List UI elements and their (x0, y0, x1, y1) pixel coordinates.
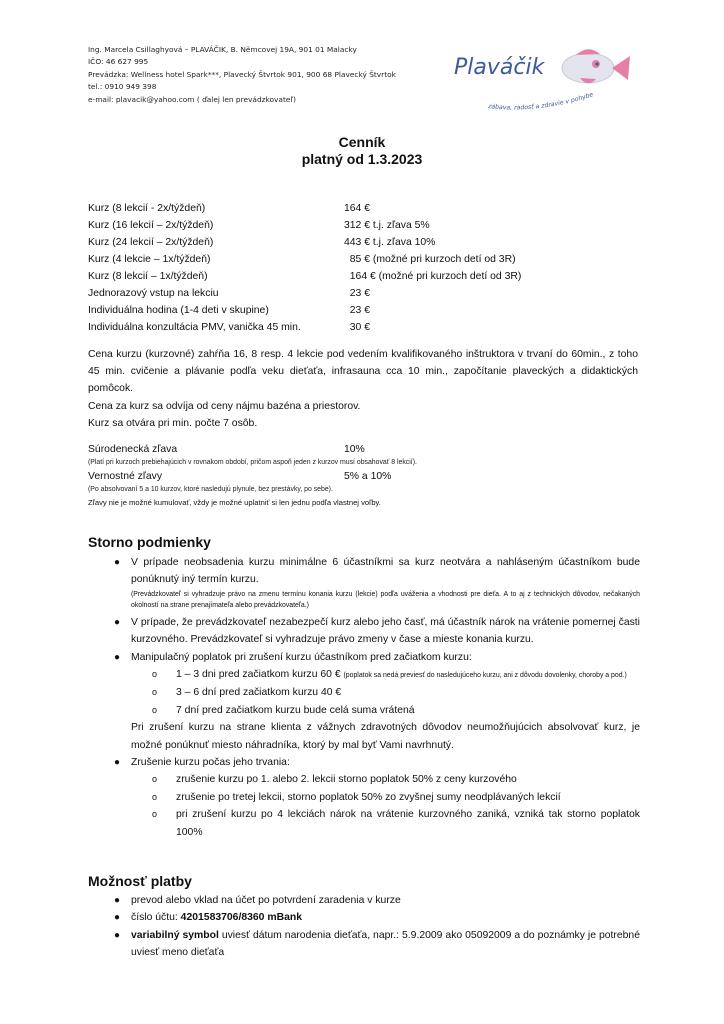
fish-logo-icon (448, 38, 648, 118)
storno-heading: Storno podmienky (88, 534, 211, 550)
price-row (88, 302, 648, 319)
circle-bullet-icon: o (152, 774, 158, 785)
sub-list-item (88, 666, 640, 684)
circle-bullet-icon: o (152, 704, 158, 715)
bullet-icon: ● (114, 651, 121, 663)
page-title: Cenník (338, 134, 386, 150)
storno-sub-text: pri zrušení kurzu po 4 lekciách nárok na vrátenie kurzovného zaniká, vzniká tak storno poplatok 100% (176, 809, 640, 838)
header-line-premises: Prevádzka: Wellness hotel Spark***, Plavecký Štvrtok 901, 900 68 Plavecký Štvrtok (88, 69, 396, 79)
price-item-name: Kurz (8 lekcií – 1x/týždeň) (88, 271, 208, 282)
circle-bullet-icon: o (152, 669, 158, 680)
header-line-ico: IČO: 46 627 995 (88, 57, 149, 67)
sub-list-item (88, 789, 640, 806)
bullet-icon: ● (114, 929, 121, 941)
price-item-name: Individuálna hodina (1-4 deti v skupine) (88, 305, 269, 316)
price-item-value: 23 € (344, 305, 370, 316)
discounts-section (88, 442, 648, 509)
storno-sub-note: (poplatok sa nedá previesť do nasledujúceho kurzu, ani z dôvodu dovolenky, choroby a pod.) (343, 672, 627, 680)
price-item-value: 312 € t.j. zľava 5% (344, 220, 430, 231)
price-row (88, 268, 648, 285)
price-table (88, 200, 648, 336)
price-item-name: Jednorazový vstup na lekciu (88, 288, 219, 299)
price-item-value: 30 € (344, 322, 370, 333)
price-item-name: Kurz (4 lekcie – 1x/týždeň) (88, 254, 211, 265)
svg-text:zábava, radosť a zdravie v poh (487, 91, 595, 111)
price-row (88, 200, 648, 217)
circle-bullet-icon: o (152, 809, 158, 820)
variable-symbol-label: variabilný symbol (131, 929, 219, 941)
price-item-name: Individuálna konzultácia PMV, vanička 45 min. (88, 322, 301, 333)
price-row (88, 234, 648, 251)
storno-sub-text: zrušenie kurzu po 1. alebo 2. lekcii storno poplatok 50% z ceny kurzového (176, 774, 517, 786)
logo-tagline: zábava, radosť a zdravie v pohybe (487, 91, 595, 112)
price-item-name: Kurz (24 lekcií – 2x/týždeň) (88, 237, 214, 248)
bullet-icon: ● (114, 757, 121, 769)
minimum-note: Kurz sa otvára pri min. počte 7 osôb. (88, 417, 258, 429)
loyalty-discount-note: (Po absolvovaní 5 a 10 kurzov, ktoré nasledujú plynule, bez prestávky, po sebe). (88, 486, 333, 493)
sub-list-item (88, 771, 640, 788)
price-item-name: Kurz (16 lekcií – 2x/týždeň) (88, 220, 214, 231)
storno-item-note: (Prevádzkovateľ si vyhradzuje právo na zmenu termínu konania kurzu (lekcie) podľa uváženia a vhodnosti pre dieťa. A to aj z technických dôvodov, nečakaných okolností na strane prenajímateľa alebo prevádzkovateľa.) (131, 590, 640, 610)
price-item-value: 443 € t.j. zľava 10% (344, 237, 436, 248)
sub-list-item (88, 702, 640, 719)
storno-item-text: V prípade neobsadenia kurzu minimálne 6 účastníkmi sa kurz neotvára a nahláseným účastníkom bude ponúknutý iný termín kurzu. (131, 557, 640, 586)
price-item-name: Kurz (8 lekcií - 2x/týždeň) (88, 203, 206, 214)
bullet-icon: ● (114, 912, 121, 924)
variable-symbol-text: uviesť dátum narodenia dieťaťa, napr.: 5.9.2009 ako 05092009 a do poznámky je potrebné uviesť meno dieťaťa (131, 929, 640, 959)
course-info (88, 346, 638, 432)
bullet-icon: ● (114, 616, 121, 628)
plavacik-logo (448, 38, 648, 118)
account-number: 4201583706/8360 mBank (180, 912, 302, 924)
list-item (88, 892, 640, 909)
logo-wordmark: Plaváčik (454, 55, 545, 80)
list-item (88, 554, 640, 612)
company-header (88, 44, 488, 106)
storno-sub-text: zrušenie po tretej lekcii, storno poplatok 50% zo zvyšnej sumy neodplávaných lekcií (176, 791, 561, 803)
account-label: číslo účtu: (131, 912, 181, 924)
payment-heading: Možnosť platby (88, 873, 192, 889)
price-item-value: 85 € (možné pri kurzoch detí od 3R) (344, 254, 516, 265)
storno-sub-text: 3 – 6 dní pred začiatkom kurzu 40 € (176, 687, 342, 699)
circle-bullet-icon: o (152, 687, 158, 698)
list-item (88, 754, 640, 771)
storno-item-text: Zrušenie kurzu počas jeho trvania: (131, 757, 290, 769)
bullet-icon: ● (114, 895, 121, 906)
storno-item-text: Manipulačný poplatok pri zrušení kurzu účastníkom pred začiatkom kurzu: (131, 651, 472, 663)
bullet-icon: ● (114, 557, 121, 568)
page-subtitle: platný od 1.3.2023 (301, 151, 423, 167)
header-line-phone: tel.: 0910 949 398 (88, 82, 157, 92)
storno-substitute-note: Pri zrušení kurzu na strane klienta z vážnych zdravotných dôvodov neumožňujúcich absolvovať kurz, je možné ponúknuť miesto náhradníka, ktorý by mal byť Vami navrhnutý. (131, 722, 640, 751)
list-item (88, 909, 640, 926)
course-info-text: Cena kurzu (kurzovné) zahŕňa 16, 8 resp. 4 lekcie pod vedením kvalifikovaného inštruktora v trvaní do 60min., z toho 45 min. cvičenie a plávanie podľa veku dieťaťa, infrasauna cca 10 min., započítanie plaveckých a didaktických pomôcok. (88, 349, 638, 395)
price-row (88, 217, 648, 234)
price-row (88, 319, 648, 336)
price-note: Cena za kurz sa odvíja od ceny nájmu bazéna a priestorov. (88, 400, 361, 412)
loyalty-discount-row (88, 469, 648, 484)
sibling-discount-value: 10% (344, 444, 365, 455)
storno-sub-text: 7 dní pred začiatkom kurzu bude celá suma vrátená (176, 704, 415, 716)
payment-list (88, 892, 640, 962)
price-row (88, 285, 648, 302)
sibling-discount-label: Súrodenecká zľava (88, 444, 178, 455)
price-item-value: 164 € (344, 203, 371, 214)
price-row (88, 251, 648, 268)
header-line-email: e-mail: plavacik@yahoo.com ( ďalej len prevádzkovateľ) (88, 94, 297, 104)
sub-list-item (88, 684, 640, 701)
list-item (88, 927, 640, 962)
list-item (88, 649, 640, 666)
loyalty-discount-label: Vernostné zľavy (88, 471, 163, 482)
header-line-company: Ing. Marcela Csillaghyová – PLAVÁČIK, B. Němcovej 19A, 901 01 Malacky (88, 45, 357, 54)
sub-list-item (88, 806, 640, 841)
circle-bullet-icon: o (152, 791, 158, 802)
price-item-value: 164 € (možné pri kurzoch detí od 3R) (344, 271, 522, 282)
sibling-discount-note: (Platí pri kurzoch prebiehajúcich v rovnakom období, pričom aspoň jeden z kurzov musí obsahovať 8 lekcií). (88, 459, 417, 466)
storno-sub-text: 1 – 3 dni pred začiatkom kurzu 60 € (176, 669, 341, 681)
discount-combine-note: Zľavy nie je možné kumulovať, vždy je možné uplatniť si len jednu podľa vlastnej voľby. (88, 498, 381, 507)
loyalty-discount-value: 5% a 10% (344, 471, 392, 482)
payment-item-text: prevod alebo vklad na účet po potvrdení zaradenia v kurze (131, 895, 401, 906)
storno-item-text: V prípade, že prevádzkovateľ nezabezpečí kurz alebo jeho časť, má účastník nárok na vrátenie pomernej časti kurzovného. Prevádzkovateľ si vyhradzuje právo zmeny v čase a mieste konania kurzu. (131, 616, 640, 646)
list-item (88, 614, 640, 649)
storno-list (88, 554, 640, 841)
price-item-value: 23 € (344, 288, 370, 299)
sibling-discount-row (88, 442, 648, 457)
